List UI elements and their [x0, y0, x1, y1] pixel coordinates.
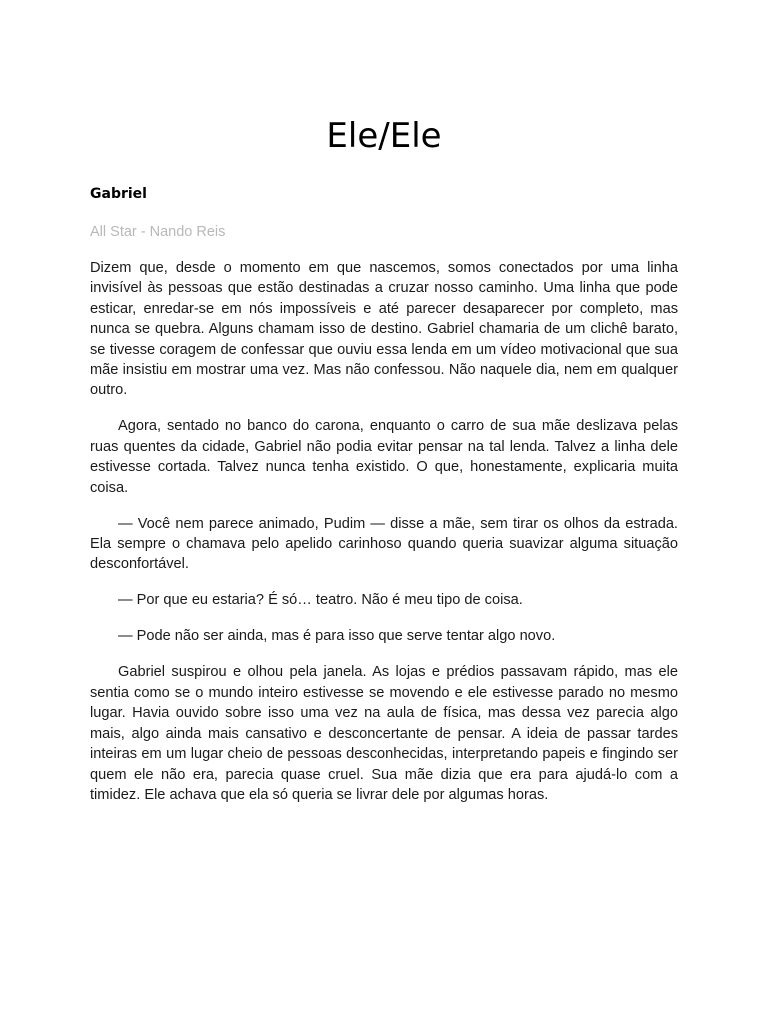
dialogue-paragraph: — Você nem parece animado, Pudim — disse a mãe, sem tirar os olhos da estrada. Ela sempre o chamava pelo apelido carinhoso quando queria suavizar alguma situação desconfortável.: [90, 515, 678, 573]
paragraph: Dizem que, desde o momento em que nascemos, somos conectados por uma linha invisível às pessoas que estão destinadas a cruzar nosso caminho. Uma linha que pode esticar, enredar-se em nós impossíveis e até parecer desaparecer por completo, mas nunca se quebra. Alguns chamam isso de destino. Gabriel chamaria de um clichê barato, se tivesse coragem de confessar que ouviu essa lenda em um vídeo motivacional que sua mãe insistiu em mostrar uma vez. Mas não confessou. Não naquele dia, nem em qualquer outro.: [90, 260, 678, 399]
story-body: [90, 258, 678, 821]
dialogue-paragraph: — Por que eu estaria? É só… teatro. Não é meu tipo de coisa.: [118, 592, 523, 609]
chapter-heading: Gabriel: [90, 186, 147, 202]
paragraph: Agora, sentado no banco do carona, enquanto o carro de sua mãe deslizava pelas ruas quentes da cidade, Gabriel não podia evitar pensar na tal lenda. Talvez a linha dele estivesse cortada. Talvez nunca tenha existido. O que, honestamente, explicaria muita coisa.: [90, 418, 678, 496]
document-title: Ele/Ele: [326, 116, 442, 156]
paragraph: Gabriel suspirou e olhou pela janela. As lojas e prédios passavam rápido, mas ele sentia como se o mundo inteiro estivesse se movendo e ele estivesse parado no mesmo lugar. Havia ouvido sobre isso uma vez na aula de física, mas dessa vez parecia algo mais, algo ainda mais cansativo e desconcertante de pensar. A ideia de passar tardes inteiras em um lugar cheio de pessoas desconhecidas, interpretando papeis e fingindo ser quem ele não era, parecia quase cruel. Sua mãe dizia que era para ajudá-lo com a timidez. Ele achava que ela só queria se livrar dele por algumas horas.: [90, 664, 678, 803]
song-reference: All Star - Nando Reis: [90, 224, 226, 240]
dialogue-paragraph: — Pode não ser ainda, mas é para isso que serve tentar algo novo.: [118, 628, 556, 645]
